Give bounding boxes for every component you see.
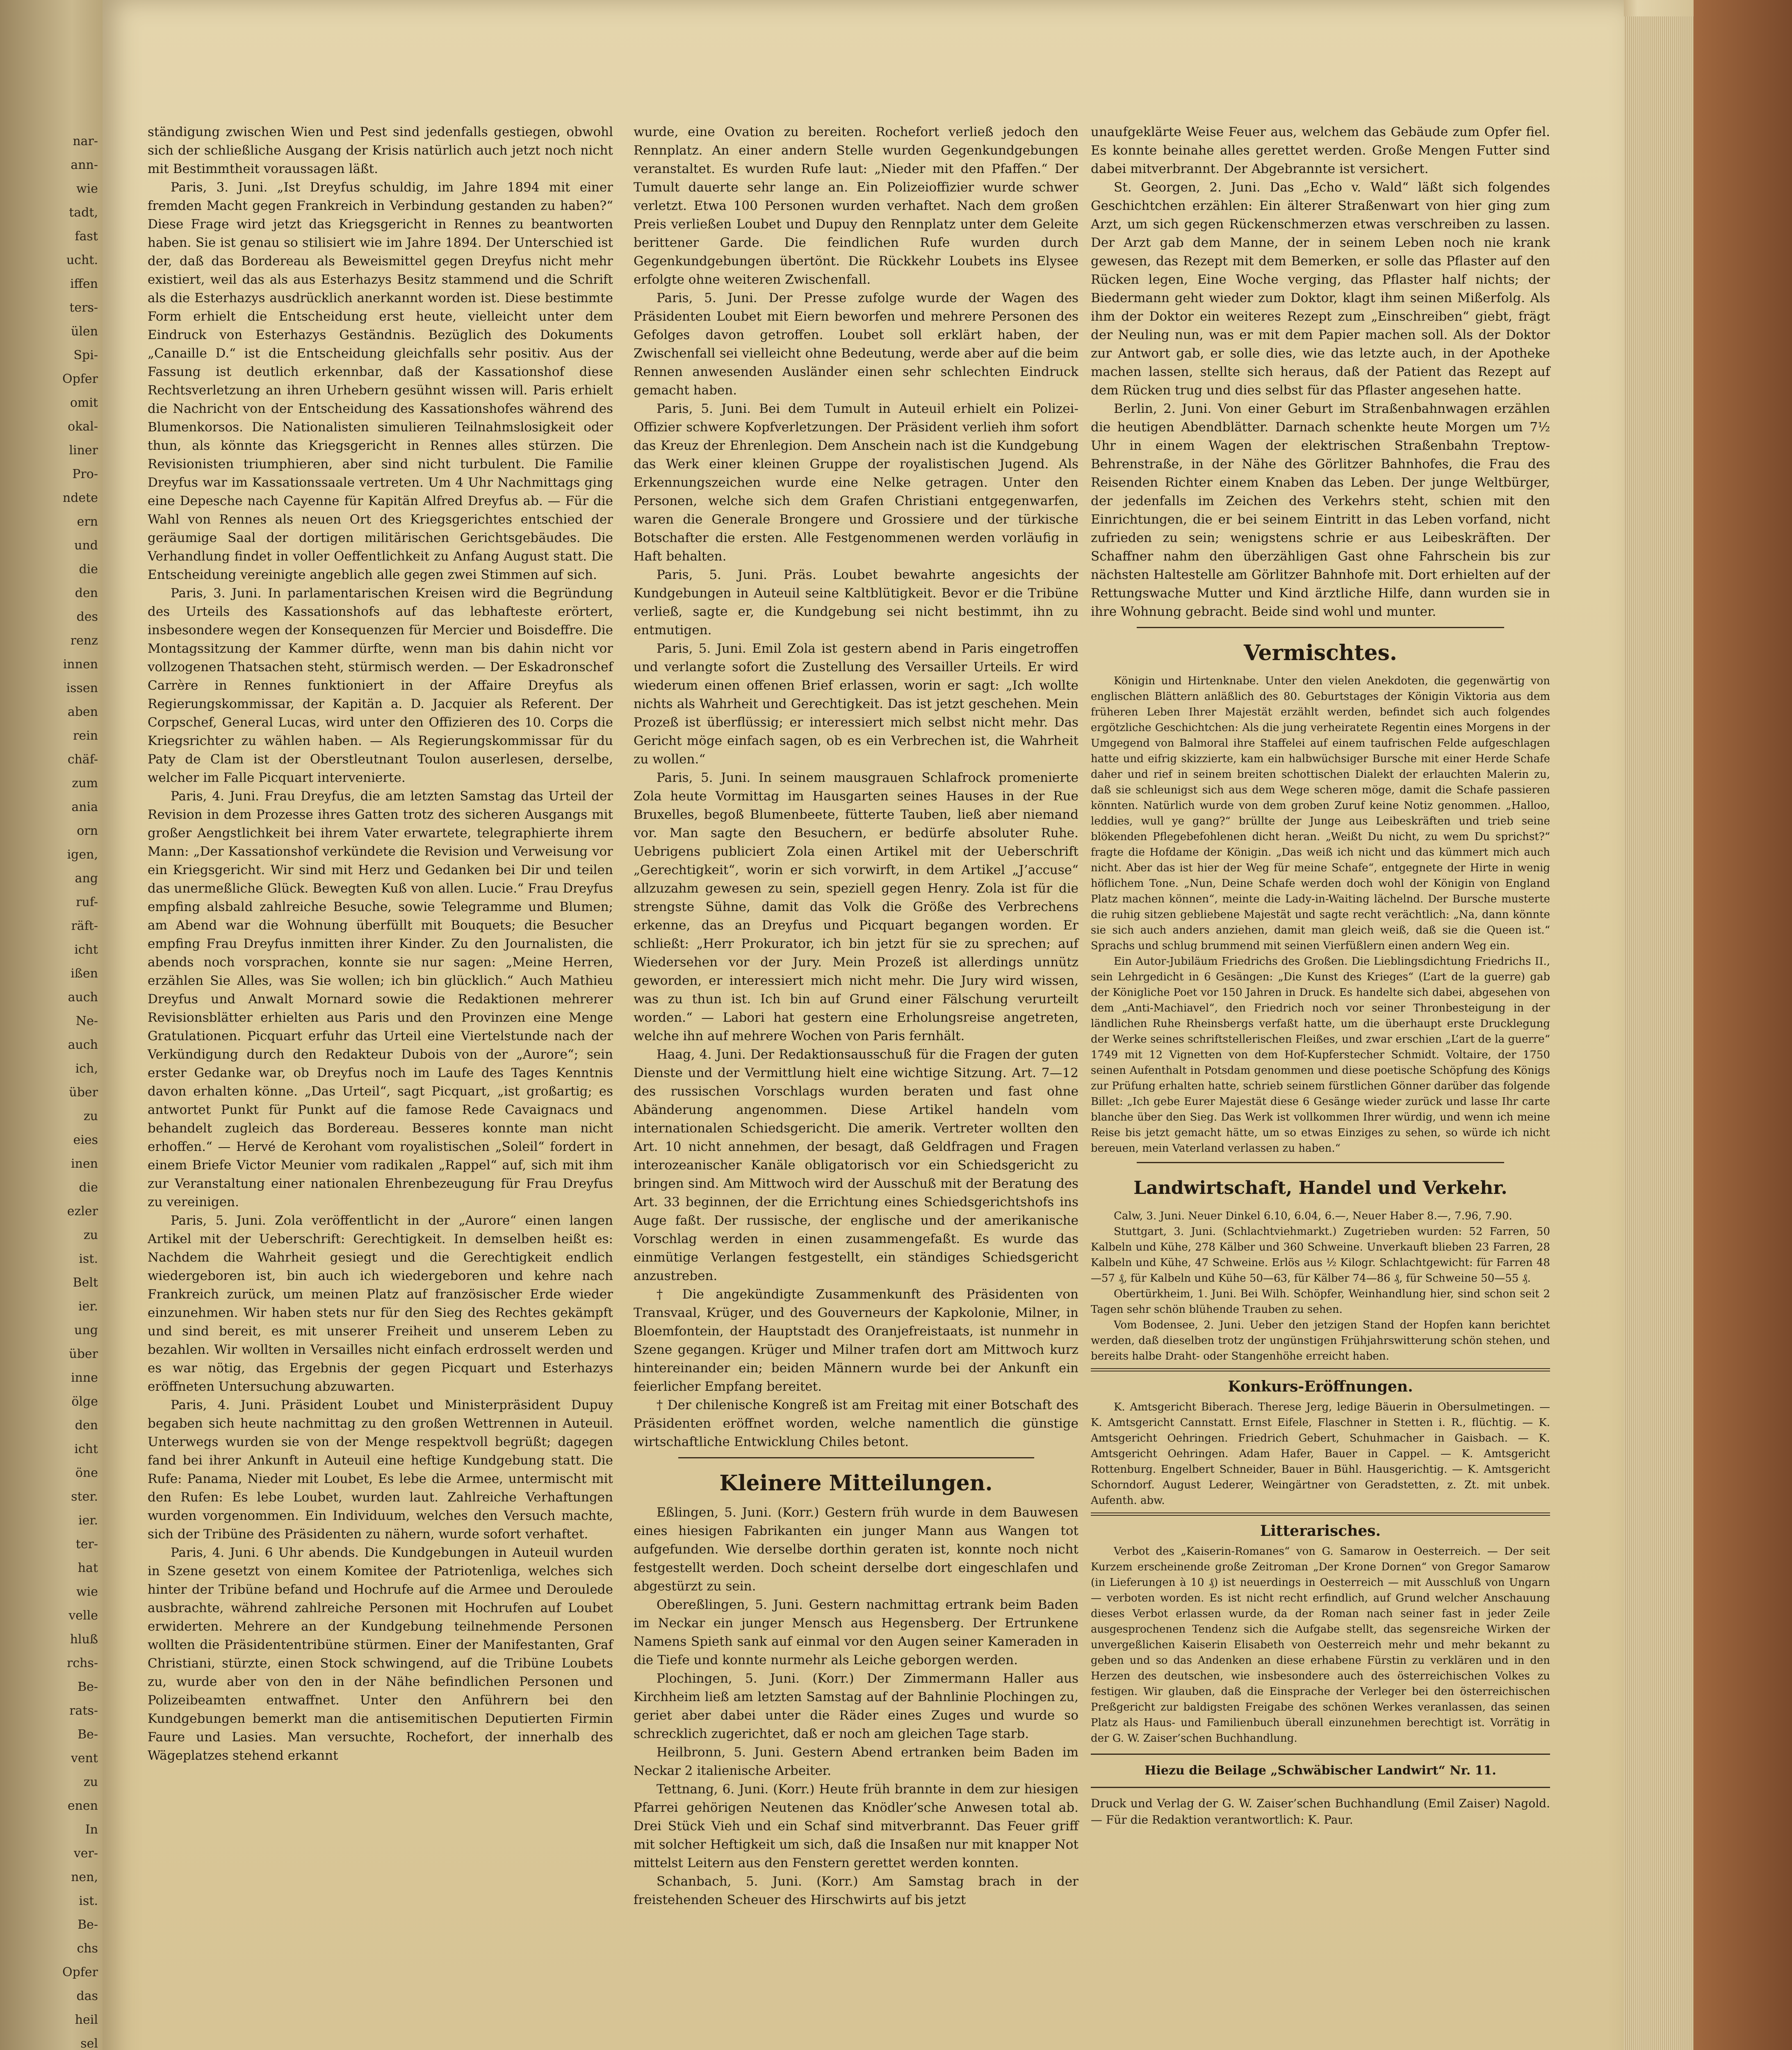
- margin-fragment: innen: [63, 657, 98, 672]
- article-paragraph: Paris, 5. Juni. Der Presse zufolge wurde der Wagen des Präsidenten Loubet mit Eiern beworfen und mehrere Personen des Gefolges davon getroffen. Loubet soll erklärt haben, der Zwischenfall sei vielleicht ohne Bedeutung, werde aber auf die beim Rennen anwesenden Ausländer einen sehr schlechten Eindruck gemacht haben.: [634, 291, 1078, 398]
- margin-fragment: ster.: [71, 1490, 98, 1504]
- margin-fragment: ist.: [79, 1252, 98, 1266]
- article-paragraph: Paris, 4. Juni. Präsident Loubet und Ministerpräsident Dupuy begaben sich heute nachmittag zu den großen Wettrennen in Auteuil. Unterwegs wurden sie von der Menge respektvoll begrüßt; dagegen fand bei ihrer Ankunft in Auteuil eine heftige Kundgebung statt. Die Rufe: Panama, Nieder mit Loubet, Es lebe die Armee, untermischt mit den Rufen: Es lebe Loubet, wurden laut. Zahlreiche Verhaftungen wurden vorgenommen. Ein Individuum, welches den Versuch machte, sich der Tribüne des Präsidenten zu nähern, wurde sofort verhaftet.: [148, 1398, 613, 1542]
- margin-fragment: velle: [68, 1608, 98, 1623]
- margin-fragment: ann-: [71, 158, 98, 172]
- margin-fragment: die: [79, 1180, 98, 1195]
- news-item: Schanbach, 5. Juni. (Korr.) Am Samstag brach in der freistehenden Scheuer des Hirschwirts auf bis jetzt: [634, 1874, 1078, 1907]
- margin-fragment: hluß: [70, 1632, 98, 1647]
- margin-fragment: icht: [74, 1442, 98, 1456]
- article-paragraph: Paris, 5. Juni. Zola veröffentlicht in der „Aurore“ einen langen Artikel mit der Ueberschrift: Gerechtigkeit. In demselben heißt es: Nachdem die Wahrheit gesiegt und die Gerechtigkeit endlich wiedergeboren ist, bin auch ich wiedergeboren und kehre nach Frankreich zurück, um meinen Platz auf französischer Erde wieder einzunehmen. Wir haben stets nur für den Sieg des Rechtes gekämpft und sind bereit, es mit unserer Freiheit und unserem Leben zu bezahlen. Wir wollten in Versailles nicht einfach erdrosselt werden und es war nötig, das Ergebnis der gegen Picquart und Esterhazys eröffneten Untersuchung abzuwarten.: [148, 1213, 613, 1394]
- article-paragraph: † Die angekündigte Zusammenkunft des Präsidenten von Transvaal, Krüger, und des Gouverneurs der Kapkolonie, Milner, in Bloemfontein, der Hauptstadt des Oranjefreistaats, ist nunmehr in Szene gegangen. Krüger und Milner trafen dort am Mittwoch kurz hintereinander ein; beiden Männern wurde bei der Ankunft ein feierlicher Empfang bereitet.: [634, 1287, 1078, 1394]
- margin-fragment: Be-: [78, 1727, 98, 1742]
- margin-fragment: nen,: [71, 1870, 98, 1884]
- article-paragraph: Haag, 4. Juni. Der Redaktionsausschuß für die Fragen der guten Dienste und der Vermittlung hielt eine wichtige Sitzung. Art. 7—12 des russischen Vorschlags wurden beraten und fast ohne Abänderung angenommen. Diese Artikel handeln vom internationalen Schiedsgericht. Die amerik. Vertreter wollten den Art. 10 nicht annehmen, der besagt, daß Geldfragen und Fragen interozeanischer Kanäle obligatorisch vor ein Schiedsgericht zu bringen sind. Am Mittwoch wird der Ausschuß mit der Beratung des Art. 33 beginnen, der die Errichtung eines Schiedsgerichtshofs ins Auge faßt. Der russische, der englische und der amerikanische Vorschlag werden in einen zusammengefaßt. Es wurde das einmütige Verlangen festgestellt, ein ständiges Schiedsgericht anzustreben.: [634, 1047, 1078, 1283]
- margin-fragment: auch: [68, 990, 98, 1004]
- margin-fragment: rchs-: [67, 1656, 98, 1670]
- column-3: [1091, 123, 1550, 1828]
- margin-fragment: hat: [78, 1561, 98, 1575]
- article-paragraph: Paris, 5. Juni. Bei dem Tumult in Auteuil erhielt ein Polizei-Offizier schwere Kopfverletzungen. Der Präsident verlieh ihm sofort das Kreuz der Ehrenlegion. Dem Anschein nach ist die Kundgebung das Werk einer kleinen Gruppe der royalistischen Jugend. Als Erkennungszeichen wurde eine Nelke getragen. Unter den Personen, welche sich dem Grafen Christiani entgegenwarfen, waren die Generale Brongere und Grossiere und der türkische Botschafter die ersten. Alle Festgenommenen werden vorläufig in Haft behalten.: [634, 401, 1078, 564]
- margin-fragment: ern: [77, 515, 98, 529]
- margin-fragment: ist.: [79, 1894, 98, 1908]
- margin-fragment: ndete: [62, 491, 98, 505]
- section-title-kleinere-mitteilungen: Kleinere Mitteilungen.: [719, 1471, 993, 1496]
- margin-fragment: fast: [75, 229, 98, 244]
- article-paragraph: Paris, 5. Juni. Emil Zola ist gestern abend in Paris eingetroffen und verlangte sofort die Zustellung des Versailler Urteils. Er wird wiederum einen offenen Brief erlassen, worin er sagt: „Ich wollte nichts als Wahrheit und Gerechtigkeit. Das ist jetzt geschehen. Mein Prozeß ist überflüssig; er interessiert mich selbst nicht mehr. Das Gericht möge einfach sagen, ob es ein Verbrechen ist, die Wahrheit zu wollen.“: [634, 641, 1078, 767]
- margin-fragment: wie: [76, 1585, 98, 1599]
- section-title-konkurs: Konkurs-Eröffnungen.: [1228, 1378, 1413, 1395]
- divider: [1137, 1162, 1504, 1163]
- divider: [1091, 1754, 1550, 1755]
- margin-fragment: ier.: [78, 1513, 98, 1528]
- margin-fragment: Spi-: [73, 348, 98, 362]
- margin-fragment: ruf-: [76, 895, 98, 909]
- divider: [1137, 627, 1504, 628]
- margin-fragment: ung: [74, 1323, 98, 1337]
- misc-item: Ein Autor-Jubiläum Friedrichs des Großen. Die Lieblingsdichtung Friedrichs II., sein Lehrgedicht in 6 Gesängen: „Die Kunst des Krieges“ (L’art de la guerre) gab der Königliche Poet vor 150 Jahren in Druck. Es handelte sich dabei, abgesehen von dem „Anti-Machiavel“, den Friedrich noch vor seiner Thronbesteigung in der ländlichen Ruhe Rheinsbergs verfaßt hatte, um die überhaupt erste Drucklegung der Werke seines schriftstellerischen Fleißes, und zwar erschien „L’art de la guerre“ 1749 mit 12 Vignetten von dem Hof-Kupferstecher Schmidt. Voltaire, der 1750 seinen Aufenthalt in Potsdam genommen und diese poetische Schöpfung des Königs zur Prüfung erhalten hatte, schrieb seinem fürstlichen Gönner darüber das folgende Billet: „Ich gebe Eurer Majestät diese 6 Gesänge wieder zurück und lasse Ihr carte blanche über den Sieg. Das Werk ist vollkommen Ihrer würdig, und wenn ich meine Reise bis jetzt gemacht hätte, um so etwas Einziges zu sehen, so würde ich nicht bereuen, mein Vaterland verlassen zu haben.“: [1091, 955, 1550, 1155]
- margin-fragment: In: [85, 1822, 98, 1837]
- article-paragraph: Paris, 4. Juni. 6 Uhr abends. Die Kundgebungen in Auteuil wurden in Szene gesetzt von einem Komitee der Patriotenliga, welches sich hinter der Tribüne befand und Hochrufe auf die Armee und Deroulede ausbrachte, während zahlreiche Personen mit Hochrufen auf Loubet erwiderten. Mehrere an der Kundgebung teilnehmende Personen wollten die Präsidententribüne stürmen. Einer der Manifestanten, Graf Christiani, stürzte, einen Stock schwingend, auf die Tribüne Loubets zu, wurde aber von den in der Nähe befindlichen Personen und Polizeibeamten entwaffnet. Unter den Anführern bei den Kundgebungen bemerkt man die antisemitischen Deputierten Firmin Faure und Lasies. Man versuchte, Rochefort, der innerhalb des Wägeplatzes stehend erkannt: [148, 1545, 613, 1763]
- news-item: Heilbronn, 5. Juni. Gestern Abend ertranken beim Baden im Neckar 2 italienische Arbeiter.: [634, 1745, 1078, 1778]
- article-paragraph: unaufgeklärte Weise Feuer aus, welchem das Gebäude zum Opfer fiel. Es konnte beinahe alles gerettet werden. Große Mengen Futter sind dabei mitverbrannt. Der Abgebrannte ist versichert.: [1091, 125, 1550, 176]
- margin-fragment: ucht.: [66, 253, 98, 267]
- margin-fragment: inne: [71, 1371, 98, 1385]
- margin-fragment: des: [76, 610, 98, 624]
- margin-fragment: das: [76, 1989, 98, 2003]
- margin-fragment: nar-: [73, 134, 98, 148]
- article-paragraph: Paris, 4. Juni. Frau Dreyfus, die am letzten Samstag das Urteil der Revision in dem Prozesse ihres Gatten trotz des sicheren Ausgangs mit großer Aengstlichkeit bei ihrem Vater erwartete, telegraphierte ihrem Mann: „Der Kassationshof verkündete die Revision und Verweisung vor ein Kriegsgericht. Wir sind mit Herz und Gedanken bei Dir und teilen das unermeßliche Glück. Bewegten Kuß von allen. Lucie.“ Frau Dreyfus empfing alsbald zahlreiche Besuche, sowie Telegramme und Blumen; am Abend war die Wohnung überfüllt mit Bouquets; die Besucher empfing Frau Dreyfus inmitten ihrer Kinder. Zu den Journalisten, die abends noch vorsprachen, konnte sie nur sagen: „Meine Herren, erzählen Sie Alles, was Sie wollen; ich bin glücklich.“ Auch Mathieu Dreyfus und Anwalt Mornard sowie die Redaktionen mehrerer Revisionsblätter erhielten aus Paris und den Provinzen eine Menge Gratulationen. Picquart erfuhr das Urteil eine Viertelstunde nach der Verkündigung durch den Redakteur Dubois von der „Aurore“; sein erster Gedanke war, ob Dreyfus noch im Laufe des Tages Kenntnis davon erhalten könne. „Das Urteil“, sagt Picquart, „ist großartig; es antwortet Punkt für Punkt auf die famose Rede Cavaignacs und behandelt zugleich das Bordereau. Besseres konnte man nicht erhoffen.“ — Hervé de Kerohant vom royalistischen „Soleil“ fordert in einem Briefe Victor Meunier vom radikalen „Rappel“ auf, sich mit ihm zur Veranstaltung einer nationalen Ehrenbezeugung für Frau Dreyfus zu vereinigen.: [148, 789, 613, 1210]
- divider: [678, 1457, 1034, 1458]
- double-rule: [1091, 1368, 1550, 1371]
- margin-fragment: liner: [69, 443, 98, 458]
- margin-fragment: zu: [83, 1775, 98, 1789]
- margin-fragment: und: [74, 538, 98, 553]
- market-item: Obertürkheim, 1. Juni. Bei Wilh. Schöpfer, Weinhandlung hier, sind schon seit 2 Tagen sehr schön blühende Trauben zu sehen.: [1091, 1288, 1550, 1316]
- margin-fragment: enen: [67, 1799, 98, 1813]
- margin-fragment: wie: [76, 182, 98, 196]
- column-2: [634, 123, 1078, 1909]
- margin-fragment: auch: [68, 1038, 98, 1052]
- divider: [1091, 1787, 1550, 1788]
- previous-page-margin: [0, 0, 100, 2050]
- margin-fragment: heil: [75, 2013, 98, 2027]
- double-rule: [1091, 1512, 1550, 1516]
- margin-fragment: iffen: [70, 277, 98, 291]
- margin-fragment: Opfer: [62, 1965, 98, 1979]
- margin-fragment: igen,: [67, 847, 98, 862]
- margin-fragment: Opfer: [62, 372, 98, 386]
- article-paragraph: Paris, 3. Juni. In parlamentarischen Kreisen wird die Begründung des Urteils des Kassationshofs auf das lebhafteste erörtert, insbesondere wegen der Konsequenzen für Mercier und Boisdeffre. Die Montagssitzung der Kammer dürfte, wenn man bis dahin nicht vor vollzogenen Thatsachen steht, stürmisch werden. — Der Eskadronschef Carrère in Rennes funktioniert in der Affaire Dreyfus als Regierungskommissar, der Kapitän a. D. Jacquier als Referent. Der Corpschef, General Lucas, wird unter den Offizieren des 10. Corps die Kriegsrichter zu wählen haben. — Als Regierungskommissar für du Paty de Clam ist der Oberstleutnant Toulon auserlesen, derselbe, welcher im Falle Picquart intervenierte.: [148, 586, 613, 785]
- margin-fragment: Be-: [78, 1680, 98, 1694]
- margin-fragment: Belt: [73, 1276, 98, 1290]
- article-paragraph: wurde, eine Ovation zu bereiten. Rochefort verließ jedoch den Rennplatz. An einer andern Stelle wurden Gegenkundgebungen veranstaltet. Es wurden Rufe laut: „Nieder mit den Pfaffen.“ Der Tumult dauerte sehr lange an. Ein Polizeioffizier wurde schwer verletzt. Etwa 100 Personen wurden verhaftet. Nach dem großen Preis verließen Loubet und Dupuy den Rennplatz unter dem Geleite berittener Garde. Die feindlichen Rufe wurden durch Gegenkundgebungen übertönt. Die Rückkehr Loubets ins Elysee erfolgte ohne weiteren Zwischenfall.: [634, 125, 1078, 287]
- article-paragraph: St. Georgen, 2. Juni. Das „Echo v. Wald“ läßt sich folgendes Geschichtchen erzählen: Ein älterer Straßenwart von hier ging zum Arzt, um sich gegen Rückenschmerzen etwas verschreiben zu lassen. Der Arzt gab dem Manne, der in seinem Leben noch nie krank gewesen, das Rezept mit dem Bemerken, er solle das Pflaster auf den Rücken legen, Eine Woche verging, das Pflaster half nichts; der Biedermann geht wieder zum Doktor, klagt ihm seinen Mißerfolg. Als ihm der Doktor ein weiteres Rezept zum „Einschreiben“ giebt, frägt der Neuling nun, was er mit dem Papier machen soll. Als der Doktor zur Antwort gab, er solle dies, wie das letzte auch, in der Apotheke machen lassen, stellte sich heraus, daß der Patient das Rezept auf dem Rücken trug und dies selbst für das Pflaster angesehen hatte.: [1091, 180, 1550, 398]
- margin-fragment: chs: [77, 1941, 98, 1956]
- margin-fragment: sel: [80, 2036, 98, 2050]
- news-item: Eßlingen, 5. Juni. (Korr.) Gestern früh wurde in dem Bauwesen eines hiesigen Fabrikanten ein junger Mann aus Wangen tot aufgefunden. Wie derselbe dorthin geraten ist, konnte noch nicht festgestellt werden. Doch scheint derselbe dort eingeschlafen und abgestürzt zu sein.: [634, 1505, 1078, 1594]
- margin-fragment: ezler: [67, 1204, 98, 1219]
- margin-fragment: ters-: [69, 301, 98, 315]
- market-item: Stuttgart, 3. Juni. (Schlachtviehmarkt.) Zugetrieben wurden: 52 Farren, 50 Kalbeln und Kühe, 278 Kälber und 360 Schweine. Unverkauft blieben 23 Farren, 28 Kalbeln und Kühe, 47 Schweine. Erlös aus ½ Kilogr. Schlachtgewicht: für Farren 48—57 ₰, für Kalbeln und Kühe 50—63, für Kälber 74—86 ₰, für Schweine 50—55 ₰.: [1091, 1225, 1550, 1285]
- margin-fragment: die: [79, 562, 98, 576]
- margin-fragment: ölge: [71, 1394, 98, 1409]
- margin-fragment: zum: [72, 776, 98, 790]
- margin-fragment: ania: [71, 800, 98, 814]
- margin-fragment: aben: [67, 705, 98, 719]
- margin-fragment: ang: [75, 871, 98, 886]
- margin-fragment: über: [69, 1085, 98, 1100]
- margin-fragment: chäf-: [67, 752, 98, 767]
- margin-fragment: ich,: [75, 1061, 98, 1076]
- margin-fragment: okal-: [68, 419, 98, 434]
- article-paragraph: Paris, 5. Juni. In seinem mausgrauen Schlafrock promenierte Zola heute Vormittag im Hausgarten seines Hauses in der Rue Bruxelles, begoß Blumenbeete, fütterte Tauben, ließ aber niemand vor. Man sagte den Besuchern, er bedürfe absoluter Ruhe. Uebrigens publiciert Zola einen Artikel mit der Ueberschrift „Gerechtigkeit“, worin er sich vorwirft, in dem Artikel „J’accuse“ allzuzahm gewesen zu sein, speziell gegen Henry. Zola ist für die strengste Sühne, damit das Volk die Größe des Verbrechens erkenne, das an Dreyfus und Picquart begangen worden. Er schließt: „Herr Prokurator, ich bin jetzt für sie zu sprechen; auf Wiedersehen vor der Jury. Mein Prozeß ist allerdings unnütz geworden, er interessiert mich nicht mehr. Die Jury wird wissen, was zu thun ist. Ich bin auf Grund einer Fälschung verurteilt worden.“ — Labori hat gestern eine Erholungsreise angetreten, welche ihn auf mehrere Wochen von Paris fernhält.: [634, 770, 1078, 1043]
- market-item: Calw, 3. Juni. Neuer Dinkel 6.10, 6.04, 6.—, Neuer Haber 8.—, 7.96, 7.90.: [1114, 1210, 1512, 1222]
- margin-fragment: öne: [75, 1466, 98, 1480]
- margin-fragment: Ne-: [75, 1014, 98, 1028]
- margin-fragment: ier.: [78, 1299, 98, 1314]
- margin-fragment: rats-: [69, 1704, 98, 1718]
- article-paragraph: Berlin, 2. Juni. Von einer Geburt im Straßenbahnwagen erzählen die heutigen Abendblätter. Darnach schenkte heute Morgen um 7½ Uhr in einem Wagen der elektrischen Straßenbahn Treptow-Behrenstraße, in der Nähe des Görlitzer Bahnhofes, die Frau des Reisenden Richter einem Knaben das Leben. Der junge Weltbürger, der jedenfalls im Zeichen des Verkehrs steht, schien mit den Einrichtungen, die er bei seinem Eintritt in das Leben vorfand, nicht zufrieden zu sein; wenigstens schrie er aus Leibeskräften. Der Schaffner nahm den überzähligen Gast ohne Fahrschein bis zur nächsten Haltestelle am Görlitzer Bahnhofe mit. Dort erhielten auf der Rettungswache Mutter und Kind ärztliche Hilfe, dann wurden sie in ihre Wohnung gebracht. Beide sind wohl und munter.: [1091, 401, 1550, 619]
- margin-fragment: ißen: [71, 966, 98, 981]
- market-item: Vom Bodensee, 2. Juni. Ueber den jetzigen Stand der Hopfen kann berichtet werden, daß dieselben trotz der ungünstigen Frühjahrswitterung schön stehen, und bereits halbe Draht- oder Stangenhöhe erreicht haben.: [1091, 1319, 1550, 1362]
- margin-fragment: ter-: [75, 1537, 98, 1551]
- column-1: [148, 123, 613, 1765]
- margin-fragment: issen: [66, 681, 98, 695]
- margin-fragment: Be-: [78, 1918, 98, 1932]
- article-paragraph: ständigung zwischen Wien und Pest sind jedenfalls gestiegen, obwohl sich der schließliche Ausgang der Krisis natürlich auch jetzt noch nicht mit Bestimmtheit voraussagen läßt.: [148, 125, 613, 176]
- margin-fragment: omit: [70, 396, 98, 410]
- book-cover-edge: [1694, 0, 1792, 2050]
- margin-fragment: orn: [77, 824, 98, 838]
- margin-fragment: zu: [83, 1109, 98, 1123]
- margin-fragment: tadt,: [69, 205, 98, 220]
- konkurs-text: K. Amtsgericht Biberach. Therese Jerg, ledige Bäuerin in Obersulmetingen. — K. Amtsgericht Cannstatt. Ernst Eifele, Flaschner in Stetten i. R., flüchtig. — K. Amtsgericht Oehringen. Friedrich Gebert, Schuhmacher in Gaisbach. — K. Amtsgericht Oehringen. Adam Hafer, Bauer in Cappel. — K. Amtsgericht Rottenburg. Engelbert Schneider, Bauer in Bühl. Hausgerichtig. — K. Amtsgericht Schorndorf. August Lederer, Weingärtner von Geradstetten, z. Zt. mit unbek. Aufenth. abw.: [1091, 1401, 1550, 1507]
- section-title-vermischtes: Vermischtes.: [1243, 640, 1398, 665]
- misc-item: Königin und Hirtenknabe. Unter den vielen Anekdoten, die gegenwärtig von englischen Blättern anläßlich des 80. Geburtstages der Königin Viktoria aus dem früheren Leben Ihrer Majestät erzählt werden, befindet sich auch folgendes ergötzliche Geschichtchen: Als die jung verheiratete Regentin eines Morgens in der Umgegend von Balmoral ihre Staffelei auf einem taufrischen Felde aufgeschlagen hatte und eifrig skizzierte, kam ein halbwüchsiger Bursche mit einer Herde Schafe daher und rief in seinem breiten schottischen Dialekt der erlauchten Malerin zu, daß sie schleunigst sich aus dem Wege scheren möge, damit die Schafe passieren könnten. Natürlich wurde von dem groben Zuruf keine Notiz genommen. „Halloo, leddies, wull ye gang?“ brüllte der Junge aus Leibeskräften und trieb seine blökenden Pflegebefohlenen dicht heran. „Weißt Du nicht, zu wem Du sprichst?“ fragte die Hofdame der Königin. „Das weiß ich nicht und das kümmert mich auch nicht. Aber das ist hier der Weg für meine Schafe“, entgegnete der Hirte in wenig höflichem Tone. „Nun, Deine Schafe werden doch wohl der Königin von England Platz machen können“, meinte die Lady-in-Waiting lächelnd. Der Bursche musterte die ruhig sitzen gebliebene Majestät und sagte recht verächtlich: „Na, dann könnte sie sich auch anders anziehen, damit man gleich weiß, daß sie die Queen ist.“ Sprachs und schlug brummend mit seinen Vierfüßlern einen andern Weg ein.: [1091, 675, 1550, 952]
- margin-fragment: räft-: [71, 919, 98, 933]
- margin-fragment: rein: [73, 729, 98, 743]
- margin-fragment: den: [75, 1418, 98, 1433]
- margin-fragment: zu: [83, 1228, 98, 1242]
- margin-fragment: ülen: [71, 324, 98, 339]
- margin-fragment: vent: [71, 1751, 98, 1765]
- beilage-note: Hiezu die Beilage „Schwäbischer Landwirt“ Nr. 11.: [1145, 1763, 1496, 1778]
- litterarisches-text: Verbot des „Kaiserin-Romanes“ von G. Samarow in Oesterreich. — Der seit Kurzem erscheinende große Zeitroman „Der Krone Dornen“ von Gregor Samarow (in Lieferungen à 10 ₰) ist neuerdings in Oesterreich — mit Ausschluß von Ungarn — verboten worden. Es ist nicht recht erfindlich, auf Grund welcher Anschauung dieses Verbot erlassen wurde, da der Roman nach seiner fast in jeder Zeile ausgesprochenen Tendenz sich die Aufgabe stellt, das segensreiche Wirken der unvergeßlichen Kaiserin Elisabeth von Oesterreich mehr und mehr bekannt zu geben und so das Andenken an diese erhabene Fürstin zu verklären und in den Herzen des deutschen, wie insbesondere auch des österreichischen Volkes zu festigen. Wir glauben, daß die Einsprache der Verleger bei den österreichischen Preßgericht zur baldigsten Freigabe des schönen Werkes veranlassen, das seinen Platz als Haus- und Familienbuch überall einzunehmen berechtigt ist. Vorrätig in der G. W. Zaiser’schen Buchhandlung.: [1091, 1545, 1550, 1745]
- margin-fragment: inen: [71, 1157, 98, 1171]
- news-item: Obereßlingen, 5. Juni. Gestern nachmittag ertrank beim Baden im Neckar ein junger Mensch aus Hegensberg. Der Ertrunkene Namens Spieth sank auf einmal vor den Augen seiner Kameraden in die Tiefe und konnte nurmehr als Leiche geborgen werden.: [634, 1597, 1078, 1667]
- margin-fragment: icht: [74, 943, 98, 957]
- article-paragraph: Paris, 3. Juni. „Ist Dreyfus schuldig, im Jahre 1894 mit einer fremden Macht gegen Frankreich in Verbindung gestanden zu haben?“ Diese Frage wird jetzt das Kriegsgericht in Rennes zu beantworten haben. Sie ist genau so stilisiert wie im Jahre 1894. Der Unterschied ist der, daß das Bordereau als Beweismittel gegen Dreyfus nicht mehr existiert, weil das als aus Esterhazys Besitz stammend und die Schrift als die Esterhazys ausdrücklich anerkannt worden ist. Diese bestimmte Form erhielt die Entscheidung erst heute, vielleicht unter dem Eindruck von Esterhazys Geständnis. Bezüglich des Dokuments „Canaille D.“ ist die Entscheidung gleichfalls sehr positiv. Aus der Fassung ist deutlich erkennbar, daß der Kassationshof diese Rechtsverletzung an ihren Urhebern gesühnt wissen will. Paris erhielt die Nachricht von der Entscheidung des Kassationshofes während des Blumenkorsos. Die Nationalisten simulieren Teilnahmslosigkeit oder thun, als könnte das Kriegsgericht in Rennes alles stürzen. Die Revisionisten triumphieren, aber sind nicht turbulent. Die Familie Dreyfus war im Kassationssaale vertreten. Um 4 Uhr Nachmittags ging eine Depesche nach Cayenne für Kapitän Alfred Dreyfus ab. — Für die Wahl von Rennes als neuen Ort des Kriegsgerichtes entschied der geräumige Saal der dortigen militärischen Gerichtsgebäudes. Die Verhandlung findet in voller Oeffentlichkeit zu Anfang August statt. Die Entscheidung vereinigte angeblich alle gegen zwei Stimmen auf sich.: [148, 180, 613, 582]
- imprint: Druck und Verlag der G. W. Zaiser’schen Buchhandlung (Emil Zaiser) Nagold. — Für die Redaktion verantwortlich: K. Paur.: [1091, 1797, 1550, 1827]
- section-title-landwirtschaft: Landwirtschaft, Handel und Verkehr.: [1133, 1178, 1507, 1198]
- article-paragraph: Paris, 5. Juni. Präs. Loubet bewahrte angesichts der Kundgebungen in Auteuil seine Kaltblütigkeit. Bevor er die Tribüne verließ, sagte er, die Kundgebung sei nicht bestimmt, ihn zu entmutigen.: [634, 567, 1078, 638]
- margin-fragment: über: [69, 1347, 98, 1361]
- article-paragraph: † Der chilenische Kongreß ist am Freitag mit einer Botschaft des Präsidenten eröffnet worden, welche namentlich die günstige wirtschaftliche Entwicklung Chiles betont.: [634, 1398, 1078, 1449]
- margin-fragment: Pro-: [72, 467, 98, 481]
- margin-fragment: renz: [70, 633, 98, 648]
- margin-fragment: eies: [73, 1133, 98, 1147]
- page-edges: [1624, 16, 1694, 2050]
- margin-fragment: ver-: [73, 1846, 98, 1861]
- section-title-litterarisches: Litterarisches.: [1260, 1522, 1381, 1540]
- news-item: Tettnang, 6. Juni. (Korr.) Heute früh brannte in dem zur hiesigen Pfarrei gehörigen Neutenen das Knödler’sche Anwesen total ab. Drei Stück Vieh und ein Schaf sind mitverbrannt. Das Feuer griff mit solcher Heftigkeit um sich, daß die Insaßen nur mit knapper Not mittelst Leitern aus den Fenstern gerettet werden konnten.: [634, 1782, 1078, 1870]
- margin-fragment: den: [75, 586, 98, 600]
- news-item: Plochingen, 5. Juni. (Korr.) Der Zimmermann Haller aus Kirchheim ließ am letzten Samstag auf der Bahnlinie Plochingen zu, geriet aber dabei unter die Räder eines Zuges und wurde so schrecklich zugerichtet, daß er noch am gleichen Tage starb.: [634, 1671, 1078, 1741]
